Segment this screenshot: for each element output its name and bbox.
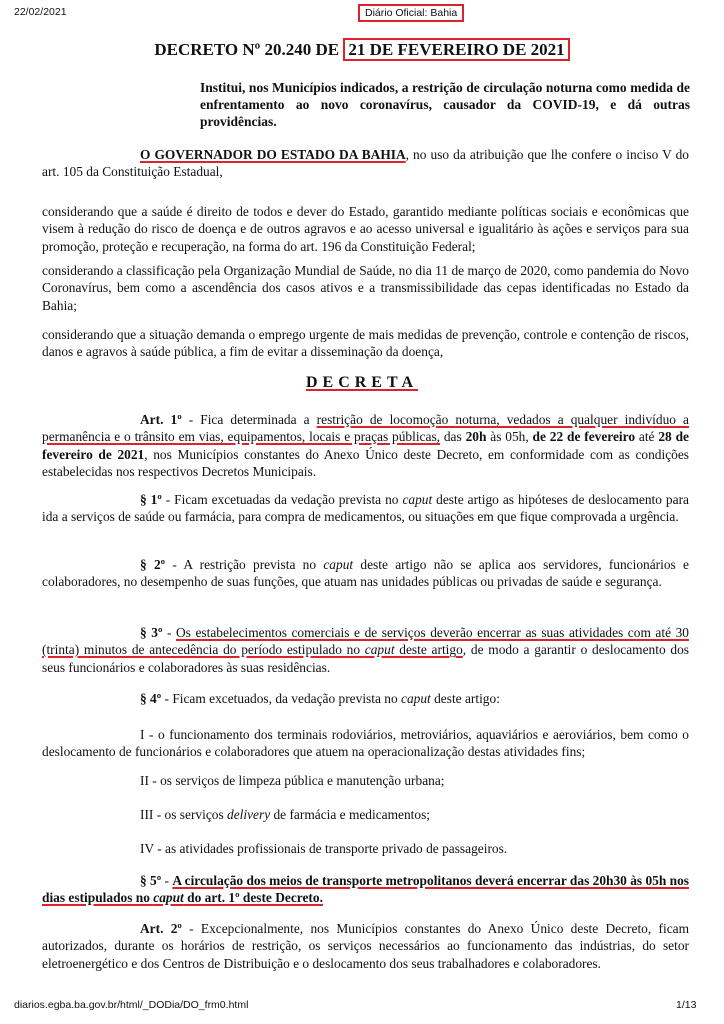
paragraph-1-caput: caput — [402, 492, 433, 507]
paragraph-3 — [42, 624, 689, 676]
article-1-label: Art. 1º — [140, 412, 182, 427]
article-1-t2: das — [440, 429, 466, 445]
paragraph-5-b1: A circulação dos meios de transporte metropolitanos deverá encerrar das 20h30 às 05h nos dias estipulados no — [42, 873, 690, 906]
decree-title-prefix: DECRETO Nº 20.240 DE — [154, 40, 344, 59]
ementa: Institui, nos Municípios indicados, a restrição de circulação noturna como medida de enfrentamento ao novo coronavírus, causador da COVID-19, e dá outras providências. — [200, 80, 690, 129]
inciso-4: IV - as atividades profissionais de transporte privado de passageiros. — [140, 841, 508, 856]
article-1-start-hour: 20h — [465, 429, 487, 445]
considerando-2: considerando a classificação pela Organização Mundial de Saúde, no dia 11 de março de 2020, como pandemia do Novo Coronavírus, bem como a ascendência dos casos ativos e a transmissibilidade das cepas identificadas no Estado da Bahia; — [42, 263, 689, 313]
paragraph-4 — [42, 690, 689, 707]
paragraph-5-label: § 5º — [140, 873, 162, 888]
paragraph-2-label: § 2º — [140, 557, 166, 572]
paragraph-2 — [42, 556, 689, 591]
paragraph-1-t2: deste artigo as hipóteses de deslocamento para ida a serviços de saúde ou farmácia, para compra de medicamentos, ou situações em que fique comprovada a urgência. — [42, 492, 689, 525]
inciso-1: I - o funcionamento dos terminais rodoviários, metroviários, aquaviários e aeroviários, bem como o deslocamento de funcionários e colaboradores que atuem na operacionalização destas atividades fins; — [42, 727, 689, 760]
article-1-t1: - Fica determinada a — [181, 412, 317, 427]
inciso-3-post: de farmácia e medicamentos; — [270, 807, 431, 822]
paragraph-1 — [42, 491, 689, 526]
paragraph-3-t0: - — [162, 625, 176, 640]
article-2-label: Art. 2º — [140, 921, 182, 936]
decreta-text: DECRETA — [305, 374, 419, 391]
print-date: 22/02/2021 — [14, 6, 67, 18]
preamble — [42, 146, 689, 181]
paragraph-3-caput: caput — [364, 642, 395, 658]
paragraph-4-label: § 4º — [140, 691, 162, 706]
paragraph-3-label: § 3º — [140, 625, 163, 640]
inciso-3-delivery: delivery — [227, 807, 271, 822]
paragraph-4-t1: - Ficam excetuados, da vedação prevista no — [161, 691, 401, 706]
paragraph-5-caput: caput — [153, 890, 184, 906]
inciso-3 — [42, 806, 689, 823]
site-title: Diário Oficial: Bahia — [358, 4, 464, 22]
paragraph-5-b2: do art. 1º deste Decreto. — [183, 890, 323, 906]
inciso-3-pre: III - os serviços — [140, 807, 228, 822]
article-1-t4: até — [635, 429, 659, 445]
article-1-end-date: 28 de fevereiro de 2021 — [42, 429, 689, 462]
paragraph-5-t0: - — [161, 873, 173, 888]
paragraph-1-label: § 1º — [140, 492, 162, 507]
preamble-text: , no uso da atribuição que lhe confere o inciso V do art. 105 da Constituição Estadual, — [42, 147, 689, 180]
article-1-restriction: restrição de locomoção noturna, vedados a qualquer indivíduo a permanência e o trânsito em vias, equipamentos, locais e praças públicas, — [42, 412, 689, 445]
paragraph-4-caput: caput — [401, 691, 431, 706]
article-1-t3: às 05h, — [486, 429, 533, 445]
inciso-2: II - os serviços de limpeza pública e manutenção urbana; — [140, 773, 445, 788]
paragraph-5 — [42, 872, 689, 907]
paragraph-3-u1: Os estabelecimentos comerciais e de serviços deverão encerrar as suas atividades com até 30 (trinta) minutos de antecedência do período estipulado no — [42, 625, 689, 658]
article-1 — [42, 411, 689, 480]
decreta-heading — [0, 374, 724, 392]
paragraph-2-t2: deste artigo não se aplica aos servidores, funcionários e colaboradores, no desempenho de suas funções, que atuam nas unidades públicas ou privadas de saúde e segurança. — [42, 557, 689, 590]
paragraph-2-caput: caput — [323, 557, 354, 572]
considerando-1: considerando que a saúde é direito de todos e dever do Estado, garantido mediante políticas sociais e econômicas que visem à redução do risco de doença e de outros agravos e ao acesso universal e igualitário às ações e serviços para sua promoção, proteção e recuperação, na forma do art. 196 da Constituição Federal; — [42, 204, 689, 254]
paragraph-1-t1: - Ficam excetuadas da vedação prevista no — [161, 492, 403, 507]
page-number: 1/13 — [676, 999, 697, 1011]
decree-title — [0, 40, 724, 60]
footer-url: diarios.egba.ba.gov.br/html/_DODia/DO_frm0.html — [14, 999, 249, 1011]
paragraph-3-u2: deste artigo — [394, 642, 463, 658]
article-1-t5: , nos Municípios constantes do Anexo Único deste Decreto, em conformidade com as condições estabelecidas nos respectivos Decretos Municipais. — [42, 446, 689, 479]
governor-authority: O GOVERNADOR DO ESTADO DA BAHIA — [140, 147, 406, 162]
decree-date: 21 DE FEVEREIRO DE 2021 — [343, 38, 569, 61]
paragraph-3-t1: , de modo a garantir o deslocamento dos seus funcionários e colaboradores às suas residências. — [42, 642, 690, 675]
article-2 — [42, 920, 689, 972]
paragraph-4-t2: deste artigo: — [430, 691, 500, 706]
article-1-start-date: de 22 de fevereiro — [532, 429, 636, 445]
article-2-text: - Excepcionalmente, nos Municípios constantes do Anexo Único deste Decreto, ficam autorizados, durante os horários de restrição, os serviços necessários ao funcionamento das indústrias, do setor eletroenergético e dos Centros de Distribuição e o deslocamento dos seus trabalhadores e colaboradores. — [42, 921, 690, 971]
paragraph-2-t1: - A restrição prevista no — [165, 557, 324, 572]
considerando-3: considerando que a situação demanda o emprego urgente de mais medidas de prevenção, controle e contenção de riscos, danos e agravos à saúde pública, a fim de evitar a disseminação da doença, — [42, 327, 689, 360]
